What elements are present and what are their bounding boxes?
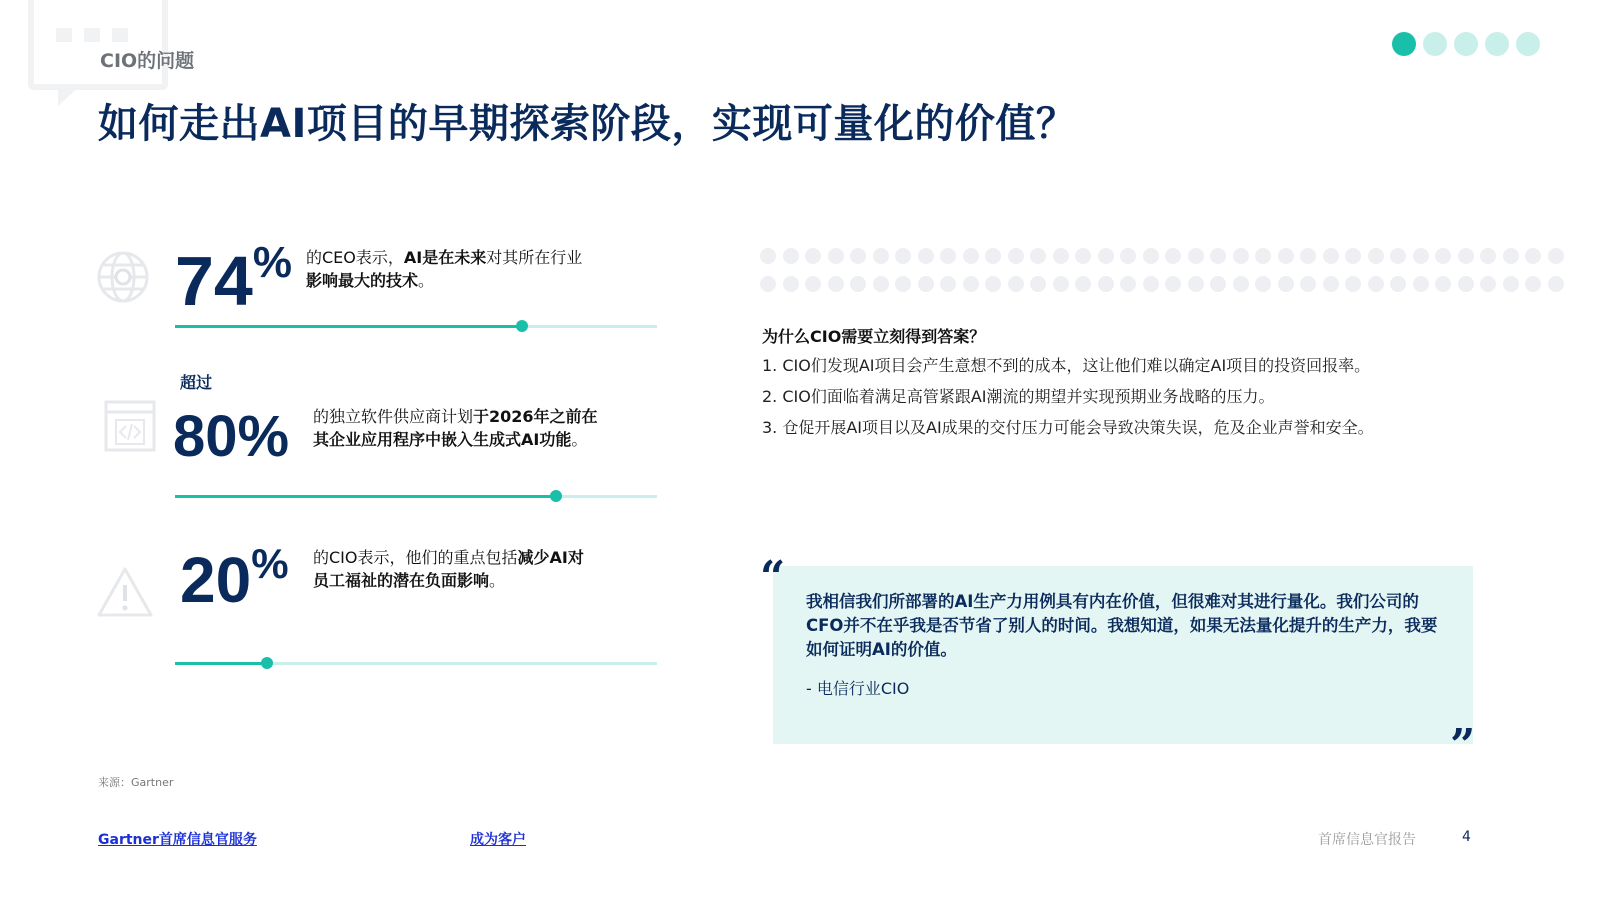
decorative-dot [1053, 276, 1069, 292]
stat-text-bold: 影响最大的技术 [306, 271, 419, 290]
decorative-dot [1390, 248, 1406, 264]
stat-percent-sign: % [252, 238, 292, 287]
decorative-dot [783, 276, 799, 292]
stat-description [306, 246, 636, 292]
stat-description [313, 405, 653, 451]
chat-bubble-dot-decoration [56, 28, 72, 42]
why-list-item: 1. CIO们发现AI项目会产生意想不到的成本，这让他们难以确定AI项目的投资回报率。 [762, 356, 1371, 375]
decorative-dot [1548, 248, 1564, 264]
cio-services-link[interactable]: Gartner首席信息官服务 [98, 832, 257, 848]
become-client-link[interactable]: 成为客户 [470, 832, 526, 848]
decorative-dot [1188, 248, 1204, 264]
decorative-dot [1300, 248, 1316, 264]
decorative-dot [1323, 248, 1339, 264]
stat-percent-sign: % [237, 404, 290, 469]
decorative-dot [1120, 248, 1136, 264]
stat-value: 80 [173, 404, 238, 469]
decorative-dot [1300, 276, 1316, 292]
why-list [762, 354, 1374, 447]
decorative-dot [1368, 276, 1384, 292]
stat-text: 。 [489, 571, 506, 590]
decorative-dot [873, 248, 889, 264]
decorative-dot [1075, 248, 1091, 264]
decorative-dot [1390, 276, 1406, 292]
stat-text-bold: 其企业应用程序中嵌入生成式AI功能 [313, 430, 572, 449]
decorative-dot [1255, 276, 1271, 292]
decorative-dot [1345, 276, 1361, 292]
chat-bubble-dot-decoration [84, 28, 100, 42]
decorative-dot [1413, 276, 1429, 292]
stat-value: 74 [175, 242, 253, 320]
stat-progress-fill [175, 325, 522, 328]
decorative-dot [1345, 248, 1361, 264]
stat-progress-track [175, 662, 657, 665]
why-list-item: 3. 仓促开展AI项目以及AI成果的交付压力可能会导致决策失误，危及企业声誉和安全。 [762, 418, 1374, 437]
decorative-dot [783, 248, 799, 264]
decorative-dot [805, 276, 821, 292]
decorative-dot [1278, 276, 1294, 292]
decorative-dot [760, 248, 776, 264]
page-progress-dots [1392, 32, 1540, 56]
warning-triangle-icon [96, 566, 154, 618]
stat-20 [180, 540, 289, 616]
decorative-dot [1120, 276, 1136, 292]
decorative-dot [1368, 248, 1384, 264]
stat-progress-fill [175, 495, 556, 498]
decorative-dot [1278, 248, 1294, 264]
decorative-dot [873, 276, 889, 292]
decorative-dot [1413, 248, 1429, 264]
decorative-dot [1008, 276, 1024, 292]
report-name: 首席信息官报告 [1318, 832, 1416, 848]
code-window-icon [104, 400, 156, 452]
decorative-dot [1255, 248, 1271, 264]
decorative-dot [1503, 248, 1519, 264]
decorative-dot [1008, 248, 1024, 264]
decorative-dot [1458, 248, 1474, 264]
decorative-dot [1548, 276, 1564, 292]
stat-prefix: 超过 [180, 373, 213, 392]
chat-bubble-decoration [28, 0, 168, 90]
quote-text: 我相信我们所部署的AI生产力用例具有内在价值，但很难对其进行量化。我们公司的CFO并不在乎我是否节省了别人的时间。我想知道，如果无法量化提升的生产力，我要如何证明AI的价值。 [806, 592, 1438, 659]
decorative-dot [940, 248, 956, 264]
progress-dot [1423, 32, 1447, 56]
decorative-dot [805, 248, 821, 264]
decorative-dot [1435, 276, 1451, 292]
decorative-dot [1435, 248, 1451, 264]
decorative-dot [1030, 276, 1046, 292]
decorative-dot [1098, 276, 1114, 292]
decorative-dot [1233, 276, 1249, 292]
stat-text-bold: 员工福祉的潜在负面影响 [313, 571, 490, 590]
decorative-dot [1165, 276, 1181, 292]
close-quote-icon: ” [1450, 720, 1476, 771]
decorative-dot [1030, 248, 1046, 264]
quote-author: - 电信行业CIO [806, 679, 910, 698]
progress-dot-active [1392, 32, 1416, 56]
page-title: 如何走出AI项目的早期探索阶段，实现可量化的价值？ [98, 101, 1077, 147]
why-list-item: 2. CIO们面临着满足高管紧跟AI潮流的期望并实现预期业务战略的压力。 [762, 387, 1275, 406]
decorative-dot [940, 276, 956, 292]
decorative-dot [1525, 248, 1541, 264]
decorative-dot [895, 276, 911, 292]
decorative-dot-row [760, 248, 1564, 264]
stat-text-bold: 减少AI对 [517, 548, 584, 567]
decorative-dot [1210, 248, 1226, 264]
stat-progress-knob [550, 490, 562, 502]
progress-dot [1454, 32, 1478, 56]
decorative-dot [1525, 276, 1541, 292]
decorative-dot [850, 248, 866, 264]
decorative-dot [1143, 276, 1159, 292]
stat-progress-knob [516, 320, 528, 332]
progress-dot [1485, 32, 1509, 56]
progress-dot [1516, 32, 1540, 56]
decorative-dot [918, 248, 934, 264]
decorative-dot [918, 276, 934, 292]
stat-text-bold: AI是在未来 [403, 248, 487, 267]
stat-text-bold: 于2026年之前在 [473, 407, 598, 426]
stat-value: 20 [180, 544, 252, 616]
decorative-dot [1233, 248, 1249, 264]
stat-text: 的CIO表示，他们的重点包括 [313, 548, 518, 567]
decorative-dot [1458, 276, 1474, 292]
stat-80 [173, 404, 290, 469]
page-number: 4 [1462, 829, 1471, 845]
decorative-dot [1098, 248, 1114, 264]
decorative-dot [1480, 276, 1496, 292]
decorative-dot [1503, 276, 1519, 292]
decorative-dot [895, 248, 911, 264]
stat-text: 对其所在行业 [486, 248, 583, 267]
stat-description [313, 546, 653, 592]
decorative-dot [1480, 248, 1496, 264]
source-note: 来源：Gartner [98, 776, 174, 789]
decorative-dot [1165, 248, 1181, 264]
decorative-dot [985, 276, 1001, 292]
stat-text: 的CEO表示， [306, 248, 404, 267]
stat-progress-knob [261, 657, 273, 669]
chat-bubble-tail-decoration [58, 84, 82, 106]
stat-text: 。 [571, 430, 588, 449]
decorative-dot [1053, 248, 1069, 264]
decorative-dot [1323, 276, 1339, 292]
decorative-dot [1210, 276, 1226, 292]
open-quote-icon: “ [760, 552, 786, 603]
stat-progress-track [175, 495, 657, 498]
globe-network-icon [96, 250, 150, 304]
stat-percent-sign: % [251, 540, 289, 587]
stat-text: 的独立软件供应商计划 [313, 407, 474, 426]
stat-text: 。 [418, 271, 435, 290]
decorative-dot [1075, 276, 1091, 292]
section-label: CIO的问题 [100, 50, 195, 72]
decorative-dot [828, 276, 844, 292]
decorative-dot [760, 276, 776, 292]
why-heading: 为什么CIO需要立刻得到答案？ [762, 327, 986, 346]
stat-74 [175, 238, 292, 320]
decorative-dot [985, 248, 1001, 264]
decorative-dot [1143, 248, 1159, 264]
decorative-dot-row [760, 276, 1564, 292]
decorative-dot [850, 276, 866, 292]
decorative-dot [1188, 276, 1204, 292]
chat-bubble-dot-decoration [112, 28, 128, 42]
stat-progress-fill [175, 662, 267, 665]
decorative-dot [828, 248, 844, 264]
decorative-dot [963, 248, 979, 264]
stat-progress-track [175, 325, 657, 328]
decorative-dot [963, 276, 979, 292]
